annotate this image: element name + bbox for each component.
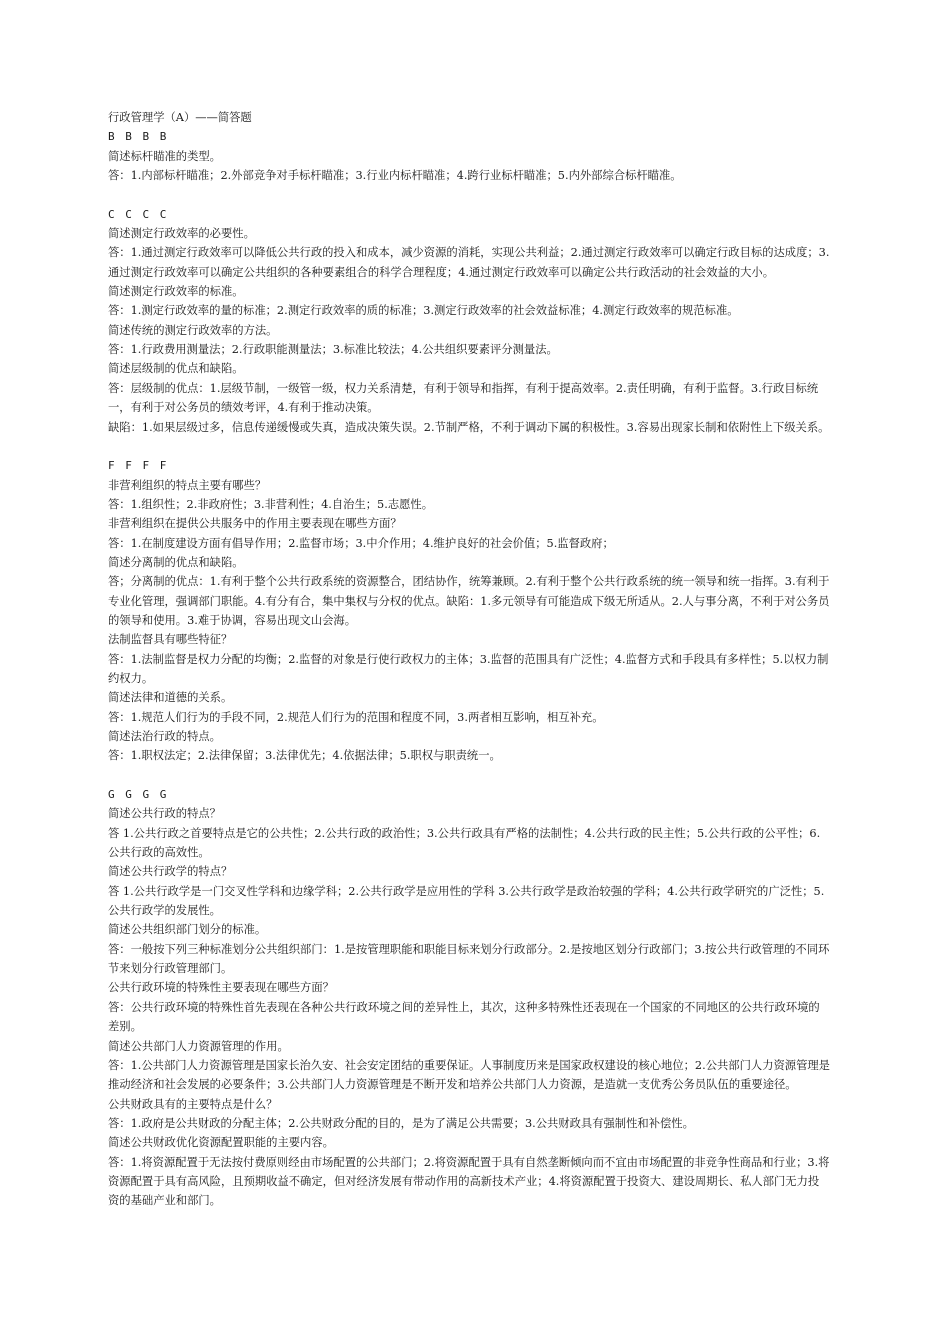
answer: 答：1.职权法定；2.法律保留；3.法律优先；4.依据法律；5.职权与职责统一。 bbox=[108, 749, 501, 763]
answer: 答：1.政府是公共财政的分配主体；2.公共财政分配的目的，是为了满足公共需要；3.公共财政具有强制性和补偿性。 bbox=[108, 1116, 694, 1130]
answer: 答：1.在制度建设方面有倡导作用；2.监督市场；3.中介作用；4.维护良好的社会价值；5.监督政府； bbox=[108, 536, 614, 550]
section-letter-f: F F F F bbox=[108, 459, 169, 473]
answer: 答；分离制的优点：1.有利于整个公共行政系统的资源整合，团结协作，统筹兼顾。2.有利于整个公共行政系统的统一领导和统一指挥。3.有利于专业化管理，强调部门职能。4.有分有合，集中集权与分权的优点。缺陷：1.多元领导有可能造成下级无所适从。2.人与事分离，不利于对公务员的领导和使用。3.难于协调，容易出现文山会海。 bbox=[108, 575, 830, 627]
answer: 答：1.组织性；2.非政府性；3.非营利性；4.自治生；5.志愿性。 bbox=[108, 497, 434, 511]
question: 简述公共组织部门划分的标准。 bbox=[108, 923, 267, 937]
question: 简述测定行政效率的必要性。 bbox=[108, 227, 255, 241]
spacer bbox=[108, 437, 830, 456]
document-title: 行政管理学（A）——简答题 bbox=[108, 111, 252, 124]
question: 简述测定行政效率的标准。 bbox=[108, 285, 244, 299]
question: 简述公共财政优化资源配置职能的主要内容。 bbox=[108, 1136, 334, 1150]
answer: 答：1.公共部门人力资源管理是国家长治久安、社会安定团结的重要保证。人事制度历来是国家政权建设的核心地位；2.公共部门人力资源管理是推动经济和社会发展的必要条件；3.公共部门人力资源管理是不断开发和培养公共部门人力资源，是造就一支优秀公务员队伍的重要途径。 bbox=[108, 1058, 830, 1092]
answer-continued: 缺陷：1.如果层级过多，信息传递缓慢或失真，造成决策失误。2.节制严格，不利于调动下属的积极性。3.容易出现家长制和依附性上下级关系。 bbox=[108, 420, 830, 434]
question: 简述公共行政的特点？ bbox=[108, 807, 221, 821]
question: 公共财政具有的主要特点是什么？ bbox=[108, 1097, 278, 1111]
answer: 答 1.公共行政之首要特点是它的公共性；2.公共行政的政治性；3.公共行政具有严格的法制性；4.公共行政的民主性；5.公共行政的公平性；6.公共行政的高效性。 bbox=[108, 826, 821, 860]
answer: 答：1.规范人们行为的手段不同，2.规范人们行为的范围和程度不同，3.两者相互影响，相互补充。 bbox=[108, 710, 604, 724]
answer: 答：1.测定行政效率的量的标准；2.测定行政效率的质的标准；3.测定行政效率的社会效益标准；4.测定行政效率的规范标准。 bbox=[108, 304, 739, 318]
question: 简述层级制的优点和缺陷。 bbox=[108, 362, 244, 376]
answer: 答：1.行政费用测量法；2.行政职能测量法；3.标准比较法；4.公共组织要素评分测量法。 bbox=[108, 343, 558, 357]
question: 简述公共行政学的特点？ bbox=[108, 865, 233, 879]
question: 法制监督具有哪些特征？ bbox=[108, 633, 233, 647]
answer: 答 1.公共行政学是一门交叉性学科和边缘学科；2.公共行政学是应用性的学科 3.公共行政学是政治较强的学科；4.公共行政学研究的广泛性；5.公共行政学的发展性。 bbox=[108, 884, 825, 918]
question: 简述法律和道德的关系。 bbox=[108, 691, 233, 705]
answer: 答：1.内部标杆瞄准；2.外部竞争对手标杆瞄准；3.行业内标杆瞄准；4.跨行业标杆瞄准；5.内外部综合标杆瞄准。 bbox=[108, 169, 682, 183]
question: 非营利组织在提供公共服务中的作用主要表现在哪些方面？ bbox=[108, 517, 402, 531]
question: 简述公共部门人力资源管理的作用。 bbox=[108, 1039, 289, 1053]
answer: 答：1.将资源配置于无法按付费原则经由市场配置的公共部门；2.将资源配置于具有自然垄断倾向而不宜由市场配置的非竞争性商品和行业；3.将资源配置于具有高风险，且预期收益不确定，但对经济发展有带动作用的高新技术产业；4.将资源配置于投资大、建设周期长、私人部门无力投资的基础产业和部门。 bbox=[108, 1155, 830, 1208]
question: 简述法治行政的特点。 bbox=[108, 730, 221, 743]
question: 简述分离制的优点和缺陷。 bbox=[108, 555, 244, 569]
question: 公共行政环境的特殊性主要表现在哪些方面？ bbox=[108, 981, 334, 995]
question: 简述标杆瞄准的类型。 bbox=[108, 149, 221, 163]
question: 简述传统的测定行政效率的方法。 bbox=[108, 323, 278, 337]
answer: 答：1.法制监督是权力分配的均衡；2.监督的对象是行使行政权力的主体；3.监督的范围具有广泛性；4.监督方式和手段具有多样性；5.以权力制约权力。 bbox=[108, 652, 829, 685]
answer: 答：1.通过测定行政效率可以降低公共行政的投入和成本，减少资源的消耗，实现公共利益；2.通过测定行政效率可以确定行政目标的达成度；3.通过测定行政效率可以确定公共组织的各种要素组合的科学合理程度；4.通过测定行政效率可以确定公共行政活动的社会效益的大小。 bbox=[108, 246, 830, 279]
section-letter-c: C C C C bbox=[108, 207, 169, 221]
answer: 答：公共行政环境的特殊性首先表现在各种公共行政环境之间的差异性上，其次，这种多特殊性还表现在一个国家的不同地区的公共行政环境的差别。 bbox=[108, 1000, 820, 1034]
question: 非营利组织的特点主要有哪些？ bbox=[108, 478, 267, 492]
answer: 答：一般按下列三种标准划分公共组织部门：1.是按管理职能和职能目标来划分行政部分。2.是按地区划分行政部门；3.按公共行政管理的不同环节来划分行政管理部门。 bbox=[108, 942, 830, 976]
spacer bbox=[108, 185, 830, 204]
document-page bbox=[108, 108, 830, 1211]
answer: 答：层级制的优点：1.层级节制，一级管一级，权力关系清楚，有利于领导和指挥，有利于提高效率。2.责任明确，有利于监督。3.行政目标统一，有利于对公务员的绩效考评，4.有利于推动决策。 bbox=[108, 381, 819, 415]
section-letter-g: G G G G bbox=[108, 788, 169, 802]
section-letter-b: B B B B bbox=[108, 130, 169, 144]
spacer bbox=[108, 766, 830, 785]
